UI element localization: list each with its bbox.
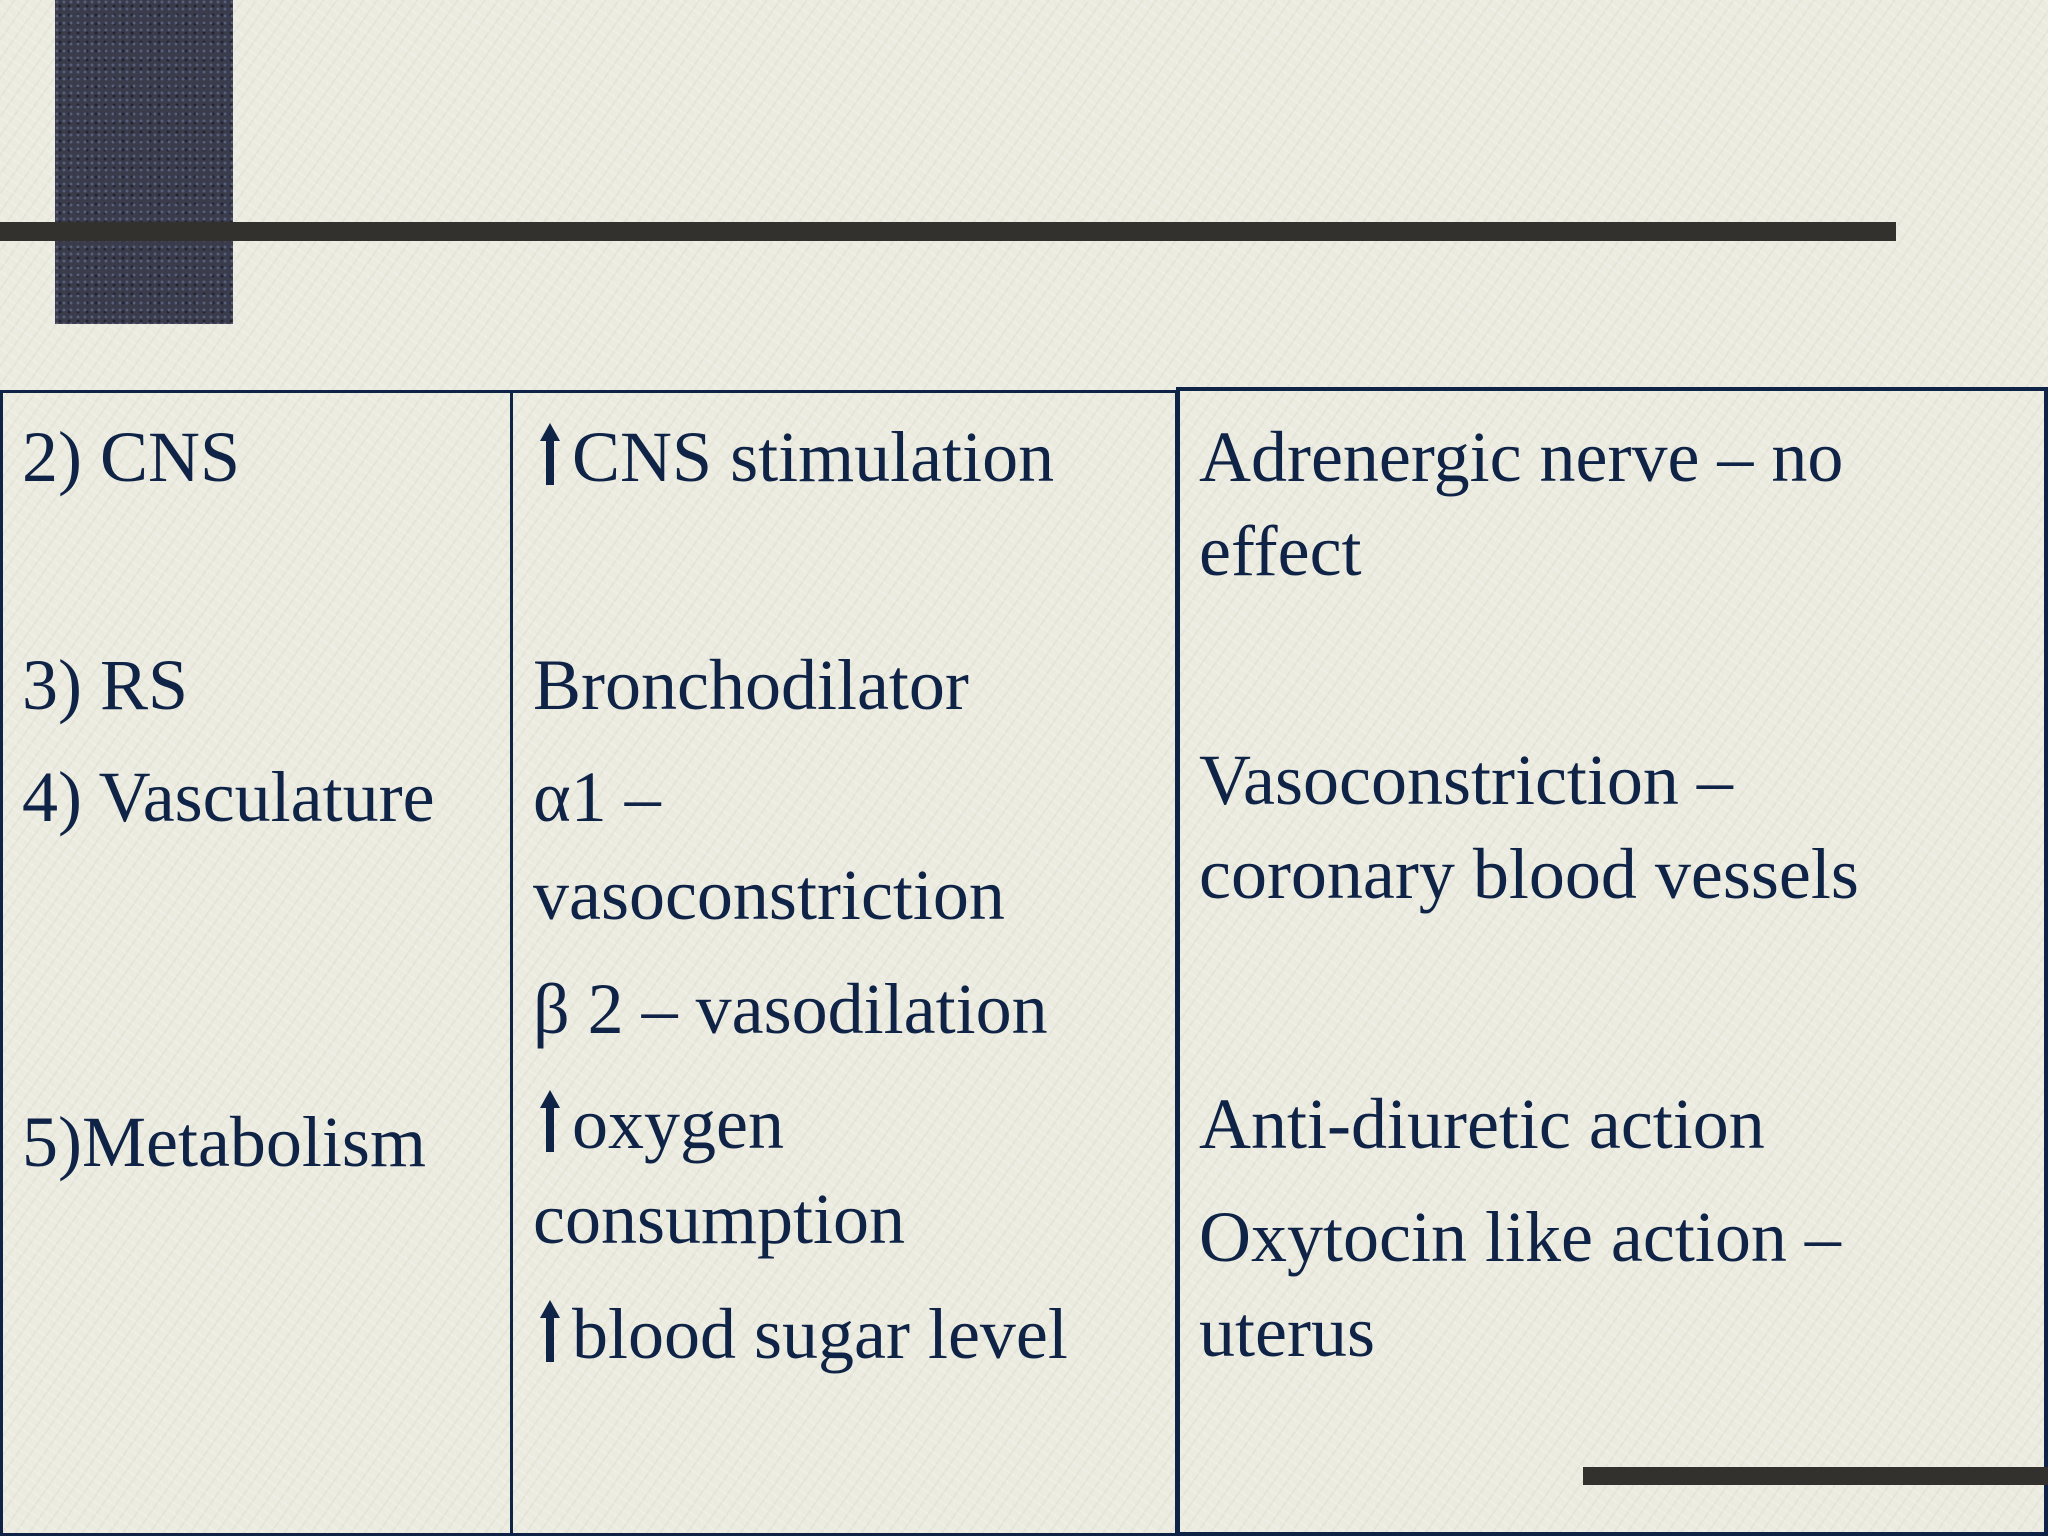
row-label-cns: 2) CNS — [22, 417, 241, 497]
cns-effect-text: CNS stimulation — [572, 417, 1055, 497]
oxygen-effect-line1 — [538, 1077, 784, 1171]
up-arrow-icon — [538, 1300, 562, 1362]
alpha-effect-line1: α1 – — [533, 757, 661, 837]
blood-sugar-effect — [538, 1287, 1068, 1381]
vasoconstriction-line1: Vasoconstriction – — [1199, 740, 1733, 820]
oxygen-effect-line2: consumption — [533, 1179, 905, 1259]
decorative-line-bottom — [1583, 1467, 2048, 1485]
table-column-systems — [0, 390, 513, 1536]
oxygen-effect-text: oxygen — [572, 1084, 784, 1164]
up-arrow-icon — [538, 1090, 562, 1152]
adrenergic-line1: Adrenergic nerve – no — [1199, 417, 1844, 497]
decorative-block — [55, 0, 233, 324]
vasoconstriction-line2: coronary blood vessels — [1199, 834, 1859, 914]
decorative-line-top — [0, 222, 1896, 241]
blood-sugar-effect-text: blood sugar level — [572, 1294, 1068, 1374]
row-label-metabolism: 5)Metabolism — [22, 1102, 426, 1182]
oxytocin-line2: uterus — [1199, 1292, 1375, 1372]
rs-effect: Bronchodilator — [533, 645, 969, 725]
alpha-effect-line2: vasoconstriction — [533, 855, 1005, 935]
oxytocin-line1: Oxytocin like action – — [1199, 1197, 1841, 1277]
adrenergic-line2: effect — [1199, 511, 1362, 591]
row-label-vasculature: 4) Vasculature — [22, 757, 435, 837]
antidiuretic-action: Anti-diuretic action — [1199, 1084, 1765, 1164]
cns-effect — [538, 410, 1054, 504]
beta-effect: β 2 – vasodilation — [533, 969, 1048, 1049]
row-label-rs: 3) RS — [22, 645, 189, 725]
up-arrow-icon — [538, 423, 562, 485]
